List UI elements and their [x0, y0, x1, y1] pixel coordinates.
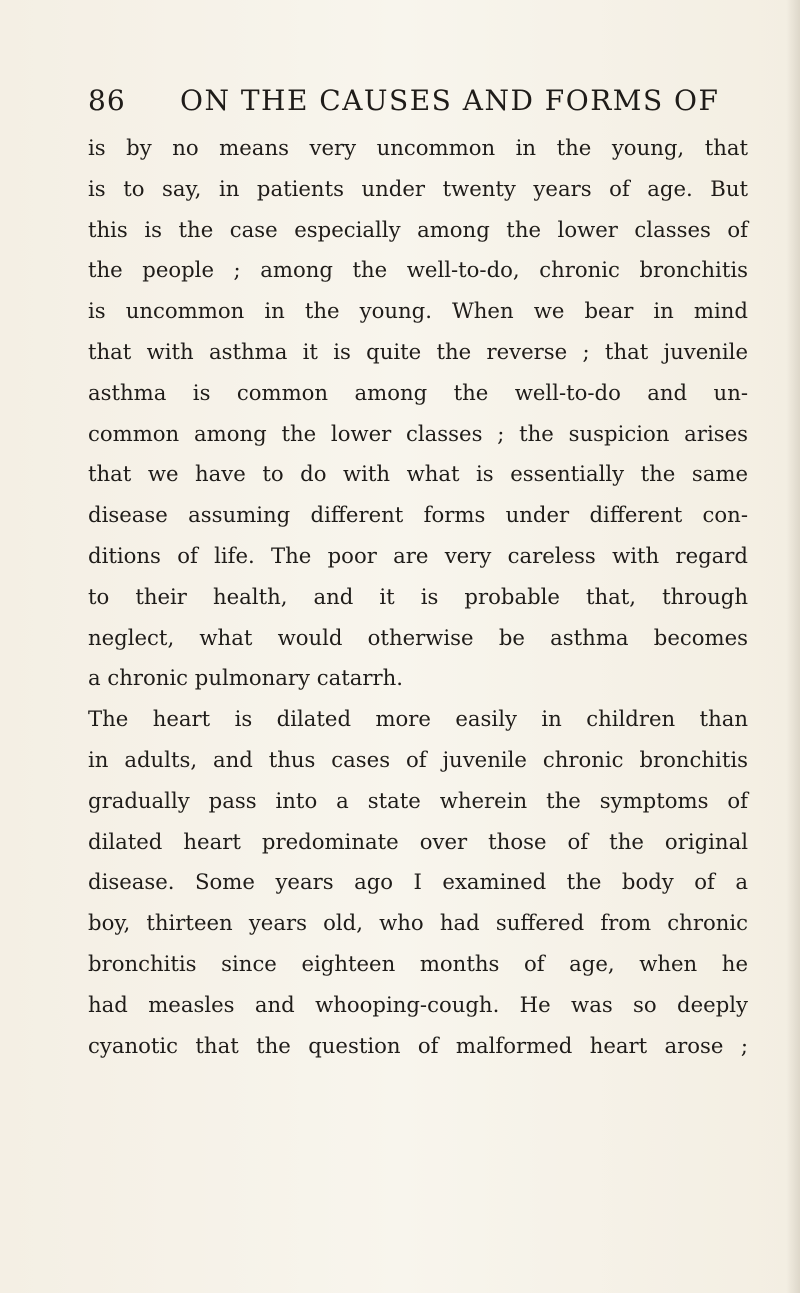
page-number: 86	[88, 84, 126, 117]
page-header	[88, 84, 748, 124]
text-line: that with asthma it is quite the reverse ; that juvenile	[88, 338, 748, 364]
body-text	[88, 128, 748, 1066]
text-line: bronchitis since eighteen months of age, when he	[88, 950, 748, 976]
text-line: is to say, in patients under twenty years of age. But	[88, 175, 748, 201]
text-line-paragraph-start: The heart is dilated more easily in children than	[88, 706, 748, 732]
text-line: to their health, and it is probable that, through	[88, 583, 748, 609]
page-edge-shadow	[786, 0, 800, 1293]
text-line: neglect, what would otherwise be asthma becomes	[88, 624, 748, 650]
text-line: dilated heart predominate over those of the original	[88, 828, 748, 854]
text-line: common among the lower classes ; the suspicion arises	[88, 420, 748, 446]
text-line-paragraph-end: a chronic pulmonary catarrh.	[88, 665, 404, 691]
text-line: this is the case especially among the lower classes of	[88, 216, 748, 242]
text-line: boy, thirteen years old, who had suffered from chronic	[88, 910, 748, 936]
text-line: that we have to do with what is essentially the same	[88, 461, 748, 487]
running-head: ON THE CAUSES AND FORMS OF	[180, 84, 720, 117]
text-line: the people ; among the well-to-do, chronic bronchitis	[88, 257, 748, 283]
text-line: is uncommon in the young. When we bear in mind	[88, 298, 748, 324]
text-line: had measles and whooping-cough. He was so deeply	[88, 991, 748, 1017]
text-line: ditions of life. The poor are very careless with regard	[88, 542, 748, 568]
text-line: in adults, and thus cases of juvenile chronic bronchitis	[88, 746, 748, 772]
text-line: gradually pass into a state wherein the symptoms of	[88, 787, 748, 813]
text-line: disease. Some years ago I examined the body of a	[88, 869, 748, 895]
text-line: asthma is common among the well-to-do and un-	[88, 379, 748, 405]
text-line: disease assuming different forms under different con-	[88, 502, 748, 528]
text-line: is by no means very uncommon in the young, that	[88, 135, 748, 160]
text-line: cyanotic that the question of malformed heart arose ;	[88, 1032, 748, 1058]
